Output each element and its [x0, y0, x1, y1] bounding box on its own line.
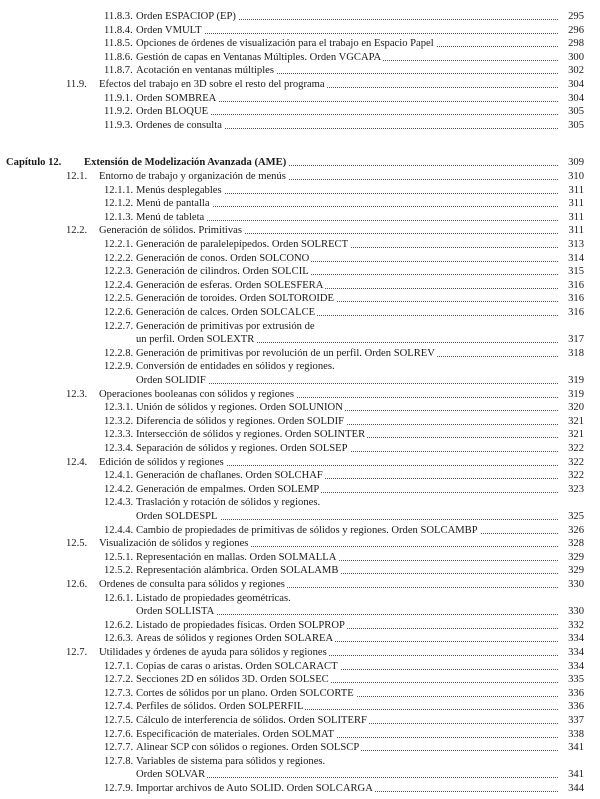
- toc-entry: [0, 10, 600, 23]
- toc-entry-continuation: [0, 374, 600, 387]
- toc-entry: [0, 279, 600, 292]
- entry-title: Utilidades y órdenes de ayuda para sólidos y regiones: [99, 647, 327, 658]
- entry-title: Orden BLOQUE: [136, 106, 209, 118]
- toc-entry: [0, 782, 600, 795]
- toc-entry: [0, 646, 600, 659]
- toc-entry: [0, 105, 600, 118]
- toc-entry: [0, 78, 600, 91]
- page-number: 305: [568, 119, 584, 131]
- entry-title: Edición de sólidos y regiones: [99, 456, 224, 468]
- page-number: 316: [568, 279, 584, 291]
- entry-number: 12.2.8.: [104, 347, 134, 359]
- toc-entry: [0, 197, 600, 210]
- entry-title: Conversión de entidades en sólidos y regiones.: [136, 361, 335, 373]
- page-number: 319: [568, 375, 584, 386]
- entry-title: Representación alámbrica. Orden SOLALAMB: [136, 565, 339, 577]
- toc-entry-continuation: [0, 510, 600, 523]
- entry-number: 12.7.5.: [104, 715, 134, 726]
- page-number: 298: [568, 38, 584, 50]
- page-number: 304: [568, 79, 584, 90]
- entry-number: 12.3.: [66, 388, 88, 400]
- entry-title: Generación de paralelepípedos. Orden SOLRECT: [136, 239, 349, 250]
- entry-title: Generación de toroides. Orden SOLTOROIDE: [136, 293, 335, 305]
- entry-number: 12.2.5.: [104, 293, 134, 305]
- page-number: 319: [568, 388, 584, 400]
- entry-number: 12.3.2.: [104, 415, 134, 427]
- entry-number: 12.2.3.: [104, 266, 134, 278]
- entry-number: 12.1.2.: [104, 198, 134, 210]
- toc-entry: [0, 578, 600, 591]
- toc-entry: [0, 184, 600, 197]
- toc-entry: [0, 592, 600, 605]
- toc-entry-continuation: [0, 333, 600, 346]
- entry-title: Listado de propiedades geométricas.: [136, 592, 291, 604]
- toc-entry: [0, 428, 600, 441]
- entry-number: 12.1.1.: [104, 184, 134, 196]
- toc-entry: [0, 401, 600, 414]
- toc-entry: [0, 347, 600, 360]
- entry-title: Cambio de propiedades de primitivas de sólidos y regiones. Orden SOLCAMBP: [136, 524, 478, 536]
- entry-number: 12.7.7.: [104, 742, 134, 754]
- page-number: 320: [568, 402, 584, 414]
- entry-number: 12.2.2.: [104, 252, 134, 264]
- entry-title: Generación de esferas. Orden SOLESFERA: [136, 279, 324, 291]
- page-number: 300: [568, 51, 584, 63]
- toc-entry: [0, 238, 600, 251]
- entry-number: 12.3.1.: [104, 402, 134, 414]
- entry-number: 12.6.: [66, 579, 88, 590]
- page-number: 322: [568, 456, 584, 468]
- entry-number: 12.7.: [66, 647, 88, 658]
- page-number: 328: [568, 538, 584, 550]
- entry-number: 12.6.2.: [104, 619, 134, 631]
- page-number: 336: [568, 687, 584, 699]
- entry-number: 11.8.6.: [104, 51, 133, 63]
- entry-title: Generación de sólidos. Primitivas: [99, 225, 242, 237]
- page-number: 310: [568, 171, 584, 182]
- entry-title: Variables de sistema para sólidos y regiones.: [136, 755, 326, 767]
- page-number: 330: [568, 606, 584, 618]
- toc-chapter-entry: [0, 156, 600, 169]
- page-number: 341: [568, 769, 584, 781]
- entry-title: Extensión de Modelización Avanzada (AME): [84, 157, 287, 169]
- entry-title: Generación de primitivas por revolución de un perfil. Orden SOLREV: [136, 347, 435, 359]
- entry-title: Orden SOMBREA: [136, 92, 217, 104]
- toc-entry-continuation: [0, 605, 600, 618]
- page-number: 304: [568, 92, 584, 104]
- entry-title: Traslación y rotación de sólidos y regiones.: [136, 497, 321, 509]
- entry-title: Copias de caras o aristas. Orden SOLCARACT: [136, 660, 338, 672]
- entry-title: Generación de conos. Orden SOLCONO: [136, 252, 310, 264]
- toc-entry: [0, 619, 600, 632]
- entry-number: 11.9.3.: [104, 119, 133, 131]
- entry-number: 12.7.8.: [104, 755, 134, 767]
- toc-entry: [0, 537, 600, 550]
- entry-title: Areas de sólidos y regiones Orden SOLAREA: [136, 633, 334, 645]
- page-number: 326: [568, 524, 584, 536]
- toc-entry: [0, 224, 600, 237]
- toc-entry: [0, 265, 600, 278]
- entry-title: Listado de propiedades físicas. Orden SOLPROP: [136, 619, 345, 631]
- entry-number: 12.2.6.: [104, 307, 134, 318]
- toc-entry: [0, 741, 600, 754]
- page-number: 335: [568, 674, 584, 686]
- toc-entry: [0, 360, 600, 373]
- entry-number: 12.4.2.: [104, 483, 134, 495]
- entry-number: 11.9.: [66, 79, 87, 90]
- entry-title: Unión de sólidos y regiones. Orden SOLUNION: [136, 402, 343, 414]
- entry-title: Entorno de trabajo y organización de menús: [99, 171, 286, 182]
- page-number: 314: [568, 252, 584, 264]
- page-number: 309: [568, 157, 584, 169]
- entry-title: Generación de calces. Orden SOLCALCE: [136, 307, 316, 318]
- entry-title: Visualización de sólidos y regiones: [99, 538, 249, 550]
- page-number: 322: [568, 443, 584, 454]
- toc-entry: [0, 456, 600, 469]
- entry-number: 12.5.1.: [104, 551, 134, 563]
- entry-number: 12.1.: [66, 171, 88, 182]
- entry-title: Diferencia de sólidos y regiones. Orden SOLDIF: [136, 415, 345, 427]
- toc-entry: [0, 292, 600, 305]
- page-number: 305: [568, 106, 584, 118]
- entry-title: Efectos del trabajo en 3D sobre el resto del programa: [99, 79, 325, 90]
- entry-number: 12.7.4.: [104, 701, 134, 713]
- toc-entry: [0, 252, 600, 265]
- entry-title: Cálculo de interferencia de sólidos. Orden SOLITERF: [136, 715, 367, 726]
- toc-entry: [0, 119, 600, 132]
- toc-entry: [0, 388, 600, 401]
- toc-entry: [0, 469, 600, 482]
- toc-entry: [0, 320, 600, 333]
- page-number: 344: [568, 783, 584, 794]
- toc-entry: [0, 632, 600, 645]
- entry-title: Generación de empalmes. Orden SOLEMP: [136, 483, 320, 495]
- page-number: 295: [568, 11, 584, 22]
- entry-title: Alinear SCP con sólidos o regiones. Orden SOLSCP: [136, 742, 360, 754]
- toc-entry: [0, 483, 600, 496]
- entry-number: 12.6.3.: [104, 633, 134, 645]
- page-number: 332: [568, 619, 584, 631]
- toc-entry: [0, 415, 600, 428]
- entry-number: 12.6.1.: [104, 592, 134, 604]
- entry-title: Cortes de sólidos por un plano. Orden SOLCORTE: [136, 687, 354, 699]
- entry-number: 11.9.2.: [104, 106, 133, 118]
- page-number: 337: [568, 715, 584, 726]
- entry-number: 11.8.3.: [104, 11, 133, 22]
- page-number: 321: [568, 415, 584, 427]
- entry-title: Generación de primitivas por extrusión de: [136, 320, 315, 332]
- entry-number: 12.4.: [66, 456, 88, 468]
- page-number: 334: [568, 633, 584, 645]
- entry-title: Generación de cilindros. Orden SOLCIL: [136, 266, 309, 278]
- page-number: 311: [568, 225, 584, 237]
- toc-entry: [0, 551, 600, 564]
- entry-number: 11.9.1.: [104, 92, 133, 104]
- page-number: 336: [568, 701, 584, 713]
- entry-title: Acotación en ventanas múltiples: [136, 65, 274, 77]
- page-number: 329: [568, 551, 584, 563]
- toc-entry: [0, 51, 600, 64]
- page-number: 330: [568, 579, 584, 590]
- entry-number: 12.3.4.: [104, 443, 134, 454]
- entry-number: 12.4.1.: [104, 470, 134, 482]
- entry-number: 12.7.3.: [104, 687, 134, 699]
- entry-title: Separación de sólidos y regiones. Orden SOLSEP: [136, 443, 348, 454]
- entry-title-continuation: Orden SOLVAR: [136, 769, 206, 781]
- entry-title: Menú de tableta: [136, 211, 205, 223]
- entry-number: 12.5.2.: [104, 565, 134, 577]
- entry-number: Capítulo 12.: [6, 157, 62, 169]
- entry-title: Menús desplegables: [136, 184, 222, 196]
- toc-entry: [0, 24, 600, 37]
- entry-number: 12.1.3.: [104, 211, 134, 223]
- toc-entry: [0, 496, 600, 509]
- toc-entry: [0, 442, 600, 455]
- entry-title: Menú de pantalla: [136, 198, 210, 210]
- entry-title-continuation: Orden SOLIDIF: [136, 375, 206, 386]
- page-number: 311: [568, 184, 584, 196]
- entry-number: 12.2.1.: [104, 239, 134, 250]
- toc-entry: [0, 660, 600, 673]
- entry-title: Ordenes de consulta para sólidos y regiones: [99, 579, 285, 590]
- entry-title: Generación de chaflanes. Orden SOLCHAF: [136, 470, 323, 482]
- toc-entry: [0, 755, 600, 768]
- entry-number: 11.8.7.: [104, 65, 133, 77]
- entry-title: Perfiles de sólidos. Orden SOLPERFIL: [136, 701, 304, 713]
- page-number: 318: [568, 347, 584, 359]
- entry-title: Gestión de capas en Ventanas Múltiples. Orden VGCAPA: [136, 51, 382, 63]
- page-number: 302: [568, 65, 584, 77]
- entry-title: Intersección de sólidos y regiones. Orden SOLINTER: [136, 429, 366, 441]
- toc-entry: [0, 211, 600, 224]
- toc-entry: [0, 728, 600, 741]
- entry-title-continuation: un perfil. Orden SOLEXTR: [136, 334, 255, 346]
- toc-entry: [0, 170, 600, 183]
- entry-number: 11.8.4.: [104, 24, 133, 36]
- entry-title: Orden VMULT: [136, 24, 202, 36]
- entry-title: Representación en mallas. Orden SOLMALLA: [136, 551, 337, 563]
- entry-number: 12.4.4.: [104, 524, 134, 536]
- toc-entry-continuation: [0, 768, 600, 781]
- entry-title: Opciones de órdenes de visualización para el trabajo en Espacio Papel: [136, 38, 434, 50]
- entry-number: 12.7.9.: [104, 783, 134, 794]
- toc-entry: [0, 92, 600, 105]
- toc-entry: [0, 714, 600, 727]
- page-number: 321: [568, 429, 584, 441]
- page-number: 311: [568, 211, 584, 223]
- entry-number: 12.2.9.: [104, 361, 134, 373]
- page-number: 316: [568, 293, 584, 305]
- entry-number: 12.7.1.: [104, 660, 134, 672]
- toc-entry: [0, 306, 600, 319]
- page-number: 323: [568, 483, 584, 495]
- page-number: 325: [568, 511, 584, 522]
- page-number: 317: [568, 334, 584, 346]
- page-number: 313: [568, 239, 584, 250]
- page-number: 334: [568, 660, 584, 672]
- page-number: 341: [568, 742, 584, 754]
- page-number: 315: [568, 266, 584, 278]
- toc-entry: [0, 524, 600, 537]
- entry-title-continuation: Orden SOLLISTA: [136, 606, 215, 618]
- entry-title: Importar archivos de Auto SOLID. Orden SOLCARGA: [136, 783, 373, 794]
- entry-title: Operaciones booleanas con sólidos y regiones: [99, 388, 295, 400]
- entry-title: Secciones 2D en sólidos 3D. Orden SOLSEC: [136, 674, 329, 686]
- toc-entry: [0, 700, 600, 713]
- entry-number: 12.2.4.: [104, 279, 134, 291]
- entry-number: 12.3.3.: [104, 429, 134, 441]
- page-number: 334: [568, 647, 584, 658]
- page-number: 316: [568, 307, 584, 318]
- page-number: 329: [568, 565, 584, 577]
- entry-number: 12.4.3.: [104, 497, 134, 509]
- entry-number: 12.2.7.: [104, 320, 134, 332]
- toc-entry: [0, 37, 600, 50]
- entry-title: Especificación de materiales. Orden SOLMAT: [136, 728, 334, 740]
- page-number: 338: [568, 728, 584, 740]
- page-number: 311: [568, 198, 584, 210]
- entry-number: 12.7.6.: [104, 728, 134, 740]
- page-number: 322: [568, 470, 584, 482]
- toc-entry: [0, 673, 600, 686]
- entry-number: 11.8.5.: [104, 38, 133, 50]
- entry-title: Ordenes de consulta: [136, 119, 222, 131]
- entry-number: 12.2.: [66, 225, 88, 237]
- page-number: 296: [568, 24, 584, 36]
- entry-title: Orden ESPACIOP (EP): [136, 11, 236, 22]
- entry-number: 12.5.: [66, 538, 88, 550]
- toc-entry: [0, 687, 600, 700]
- entry-title-continuation: Orden SOLDESPL: [136, 511, 218, 522]
- toc-entry: [0, 564, 600, 577]
- entry-number: 12.7.2.: [104, 674, 134, 686]
- toc-entry: [0, 64, 600, 77]
